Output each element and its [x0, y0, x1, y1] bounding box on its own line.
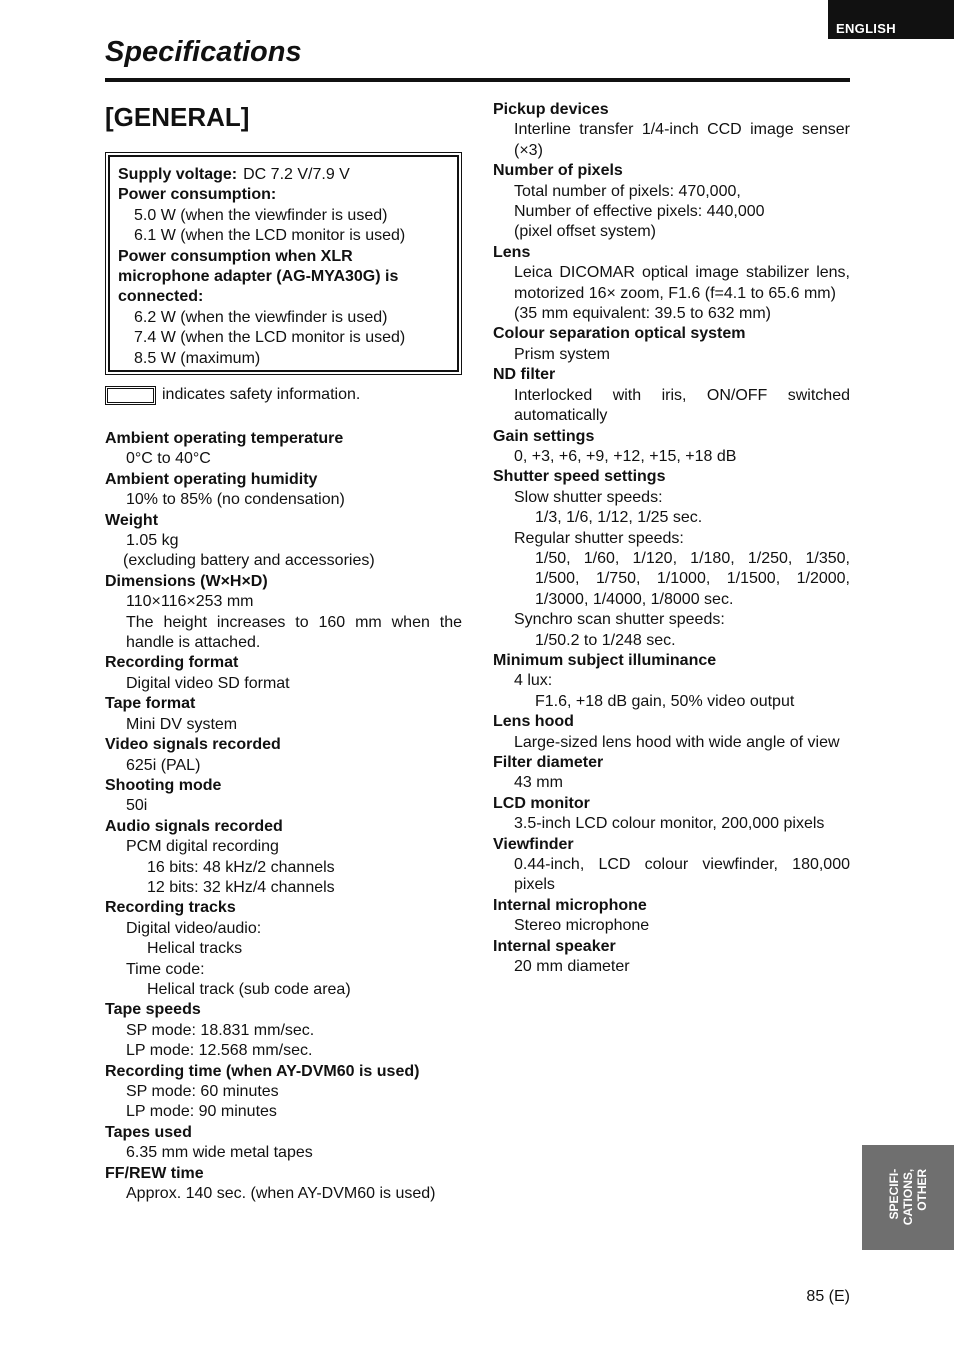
- side-tab-line: SPECIFI-: [887, 1168, 901, 1220]
- spec-note: (excluding battery and accessories): [123, 552, 375, 570]
- spec-label: Weight: [105, 511, 159, 529]
- spec-label: Colour separation optical system: [493, 325, 746, 343]
- spec-value: Number of effective pixels: 440,000: [514, 203, 765, 221]
- xlr-power-label: microphone adapter (AG-MYA30G) is: [118, 268, 399, 286]
- spec-value: Mini DV system: [126, 715, 238, 733]
- section-side-tab-text: [887, 1169, 929, 1225]
- spec-value: 6.35 mm wide metal tapes: [126, 1144, 313, 1162]
- supply-voltage-row: [118, 165, 457, 185]
- spec-value: Digital video SD format: [126, 674, 290, 692]
- spec-value: LP mode: 90 minutes: [126, 1103, 277, 1121]
- spec-value: Interlocked with iris, ON/OFF switched automatically: [514, 386, 850, 425]
- xlr-power-label: Power consumption when XLR: [118, 247, 353, 265]
- spec-label: Recording format: [105, 654, 239, 672]
- right-spec-column: [493, 100, 850, 977]
- spec-label: Internal microphone: [493, 896, 647, 914]
- spec-label: Dimensions (W×H×D): [105, 572, 268, 590]
- safety-box-swatch: [105, 386, 156, 405]
- spec-label: Filter diameter: [493, 754, 604, 771]
- spec-value: 0.44-inch, LCD colour viewfinder, 180,000 pixels: [514, 856, 850, 894]
- spec-label: Tapes used: [105, 1123, 192, 1141]
- spec-label: FF/REW time: [105, 1164, 204, 1182]
- spec-value: 1.05 kg: [126, 532, 179, 550]
- spec-label: Ambient operating humidity: [105, 470, 318, 488]
- spec-label: Recording time (when AY-DVM60 is used): [105, 1062, 420, 1080]
- power-consumption-label: Power consumption:: [118, 186, 277, 204]
- spec-label: Minimum subject illuminance: [493, 651, 717, 669]
- supply-voltage-label: Supply voltage:: [118, 166, 238, 183]
- spec-value: Total number of pixels: 470,000,: [514, 182, 741, 200]
- power-consumption-value: 5.0 W (when the viewfinder is used): [134, 206, 388, 224]
- spec-note: (35 mm equivalent: 39.5 to 632 mm): [514, 305, 772, 323]
- xlr-power-label: connected:: [118, 288, 204, 306]
- spec-value: LP mode: 12.568 mm/sec.: [126, 1042, 313, 1060]
- supply-voltage-value: DC 7.2 V/7.9 V: [243, 166, 350, 183]
- page-number: 85 (E): [806, 1288, 850, 1305]
- spec-label: Video signals recorded: [105, 736, 281, 754]
- spec-subvalue: 16 bits: 48 kHz/2 channels: [147, 858, 335, 876]
- spec-value: Interline transfer 1/4-inch CCD image senser (×3): [514, 121, 850, 159]
- power-consumption-value: 6.1 W (when the LCD monitor is used): [134, 227, 406, 245]
- spec-label: Pickup devices: [493, 101, 609, 118]
- spec-value: 10% to 85% (no condensation): [126, 491, 345, 509]
- section-title: [GENERAL]: [105, 102, 250, 132]
- left-spec-column: [105, 429, 462, 1204]
- spec-value: Prism system: [514, 345, 610, 363]
- title-rule: [105, 78, 850, 82]
- safety-note: [105, 384, 360, 406]
- spec-label: Shutter speed settings: [493, 468, 666, 486]
- spec-value: 20 mm diameter: [514, 958, 630, 976]
- section-side-tab: [862, 1145, 954, 1250]
- spec-value: Time code:: [126, 960, 205, 978]
- spec-value: Digital video/audio:: [126, 919, 262, 937]
- safety-note-text: indicates safety information.: [162, 385, 361, 403]
- spec-label: Lens: [493, 243, 531, 261]
- spec-value: SP mode: 18.831 mm/sec.: [126, 1021, 315, 1039]
- spec-value: Leica DICOMAR optical image stabilizer lens, motorized 16× zoom, F1.6 (f=4.1 to 65.6 mm): [514, 264, 850, 302]
- spec-value: 4 lux:: [514, 672, 553, 690]
- spec-subvalue: 1/50, 1/60, 1/120, 1/180, 1/250, 1/350, 1/500, 1/750, 1/1000, 1/1500, 1/2000, 1/3000, 1/4000, 1/8000 sec.: [535, 549, 850, 608]
- spec-value: Approx. 140 sec. (when AY-DVM60 is used): [126, 1185, 436, 1203]
- safety-info-box: [105, 152, 462, 375]
- spec-subvalue: F1.6, +18 dB gain, 50% video output: [535, 692, 795, 710]
- spec-value: Synchro scan shutter speeds:: [514, 611, 725, 629]
- spec-subvalue: Helical track (sub code area): [147, 980, 351, 998]
- xlr-power-value: 6.2 W (when the viewfinder is used): [134, 308, 388, 326]
- spec-subvalue: 1/3, 1/6, 1/12, 1/25 sec.: [535, 509, 703, 527]
- spec-value: 0, +3, +6, +9, +12, +15, +18 dB: [514, 447, 737, 465]
- spec-value: SP mode: 60 minutes: [126, 1083, 279, 1100]
- spec-label: LCD monitor: [493, 794, 590, 812]
- spec-note: (pixel offset system): [514, 223, 656, 241]
- spec-value: 625i (PAL): [126, 756, 201, 774]
- spec-label: Viewfinder: [493, 835, 574, 853]
- spec-subvalue: 12 bits: 32 kHz/4 channels: [147, 878, 335, 896]
- spec-value: Slow shutter speeds:: [514, 488, 663, 506]
- page-title: Specifications: [105, 36, 302, 68]
- spec-label: Recording tracks: [105, 899, 236, 917]
- spec-label: Number of pixels: [493, 162, 623, 180]
- spec-label: Tape format: [105, 695, 196, 713]
- spec-label: Ambient operating temperature: [105, 430, 344, 447]
- spec-value: Regular shutter speeds:: [514, 529, 684, 547]
- spec-subvalue: Helical tracks: [147, 940, 243, 958]
- spec-subvalue: 1/50.2 to 1/248 sec.: [535, 631, 676, 649]
- xlr-power-value: 7.4 W (when the LCD monitor is used): [134, 329, 406, 347]
- spec-label: Lens hood: [493, 713, 574, 731]
- spec-value: Large-sized lens hood with wide angle of view: [514, 733, 840, 751]
- spec-value: 3.5-inch LCD colour monitor, 200,000 pixels: [514, 815, 825, 833]
- side-tab-line: OTHER: [915, 1168, 929, 1211]
- xlr-power-value: 8.5 W (maximum): [134, 349, 261, 367]
- spec-value: Stereo microphone: [514, 917, 650, 935]
- safety-info-box-inner: [108, 155, 459, 372]
- spec-value: 43 mm: [514, 774, 563, 792]
- language-tab: ENGLISH: [828, 0, 954, 39]
- spec-label: ND filter: [493, 366, 556, 384]
- side-tab-line: CATIONS,: [901, 1168, 915, 1226]
- spec-label: Audio signals recorded: [105, 817, 283, 835]
- spec-value: 0°C to 40°C: [126, 450, 211, 468]
- spec-label: Tape speeds: [105, 1001, 201, 1019]
- spec-value: 110×116×253 mm: [126, 593, 254, 611]
- spec-label: Gain settings: [493, 427, 595, 445]
- spec-label: Shooting mode: [105, 776, 222, 794]
- spec-value: 50i: [126, 797, 148, 815]
- spec-note: The height increases to 160 mm when the handle is attached.: [126, 613, 462, 652]
- spec-value: PCM digital recording: [126, 838, 279, 856]
- spec-label: Internal speaker: [493, 937, 616, 955]
